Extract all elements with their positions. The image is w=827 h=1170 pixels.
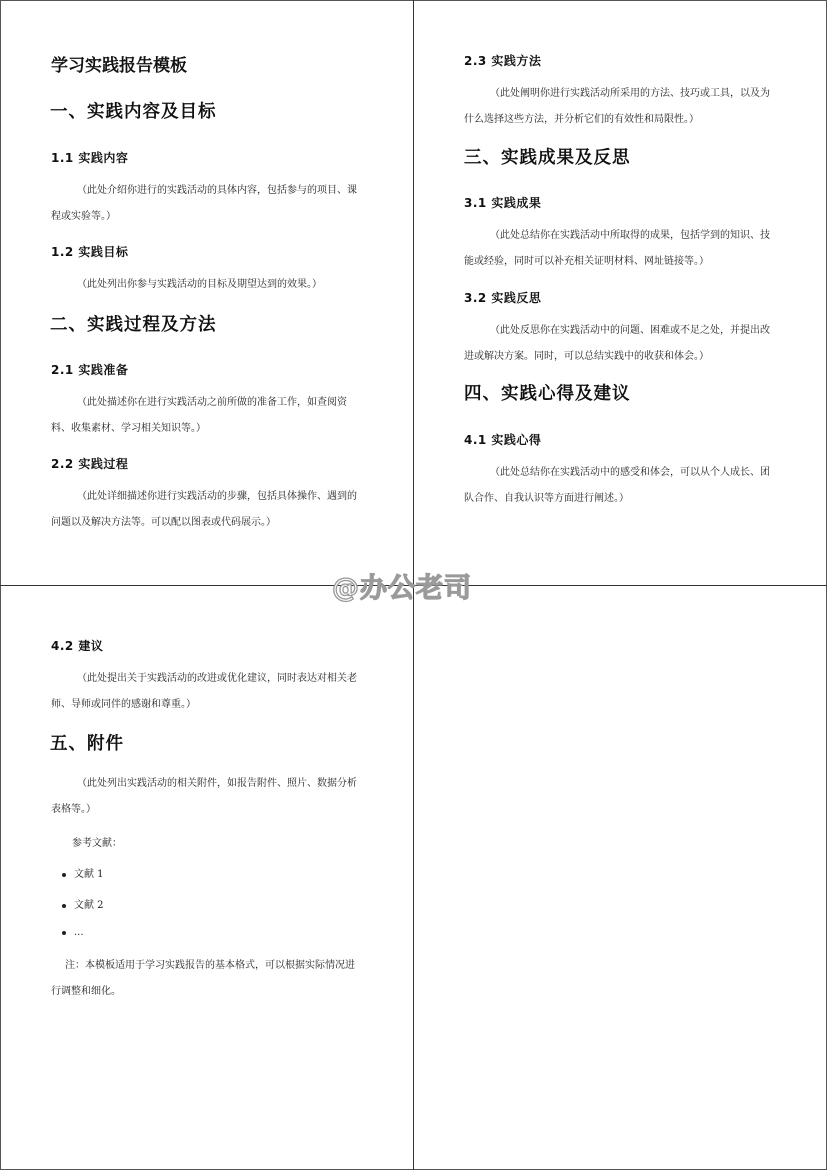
section-2-3-heading: 2.3 实践方法 [464,54,542,68]
section-3-1-heading: 3.1 实践成果 [464,196,542,210]
bullet-icon [62,873,66,877]
section-3-2-text: （此处反思你在实践活动中的问题、困难或不足之处，并提出改进或解决方案。同时，可以总结实践中的收获和体会。） [464,325,770,362]
doc-title: 学习实践报告模板 [51,56,187,76]
reference-item-text: 文献 2 [74,900,104,911]
section-4-heading: 四、实践心得及建议 [464,384,631,404]
section-1-2-heading: 1.2 实践目标 [51,245,129,259]
references-label: 参考文献： [72,838,122,849]
section-1-1-heading: 1.1 实践内容 [51,151,129,165]
section-2-heading: 二、实践过程及方法 [50,315,217,335]
section-1-1-text: （此处介绍你进行的实践活动的具体内容，包括参与的项目、课程或实验等。） [51,185,357,222]
section-1-heading: 一、实践内容及目标 [50,102,217,122]
section-5-heading: 五、附件 [50,734,124,754]
reference-item-text: 文献 1 [74,869,104,880]
reference-item [62,865,104,880]
section-4-2-heading: 4.2 建议 [51,639,104,653]
section-4-1-heading: 4.1 实践心得 [464,433,542,447]
section-2-3-text: （此处阐明你进行实践活动所采用的方法、技巧或工具，以及为什么选择这些方法，并分析它们的有效性和局限性。） [464,88,770,125]
reference-item [62,927,84,938]
section-4-2-text: （此处提出关于实践活动的改进或优化建议，同时表达对相关老师、导师或同伴的感谢和尊重。） [51,673,357,710]
section-2-1-text: （此处描述你在进行实践活动之前所做的准备工作，如查阅资料、收集素材、学习相关知识等。） [51,397,347,434]
section-3-1-text: （此处总结你在实践活动中所取得的成果，包括学到的知识、技能或经验，同时可以补充相关证明材料、网址链接等。） [464,230,770,267]
watermark: @办公老司 [332,573,472,604]
section-2-1-heading: 2.1 实践准备 [51,363,129,377]
section-1-2-text: （此处列出你参与实践活动的目标及期望达到的效果。） [77,279,322,290]
reference-item-text: ... [74,927,84,938]
section-2-2-heading: 2.2 实践过程 [51,457,129,471]
section-3-heading: 三、实践成果及反思 [464,148,631,168]
bullet-icon [62,931,66,935]
template-note: 注：本模板适用于学习实践报告的基本格式，可以根据实际情况进行调整和细化。 [51,960,355,997]
section-4-1-text: （此处总结你在实践活动中的感受和体会，可以从个人成长、团队合作、自我认识等方面进行阐述。） [464,467,770,504]
section-5-text: （此处列出实践活动的相关附件，如报告附件、照片、数据分析表格等。） [51,778,357,815]
reference-item [62,896,104,911]
bullet-icon [62,904,66,908]
section-3-2-heading: 3.2 实践反思 [464,291,542,305]
section-2-2-text: （此处详细描述你进行实践活动的步骤，包括具体操作、遇到的问题以及解决方法等。可以配以图表或代码展示。） [51,491,357,528]
